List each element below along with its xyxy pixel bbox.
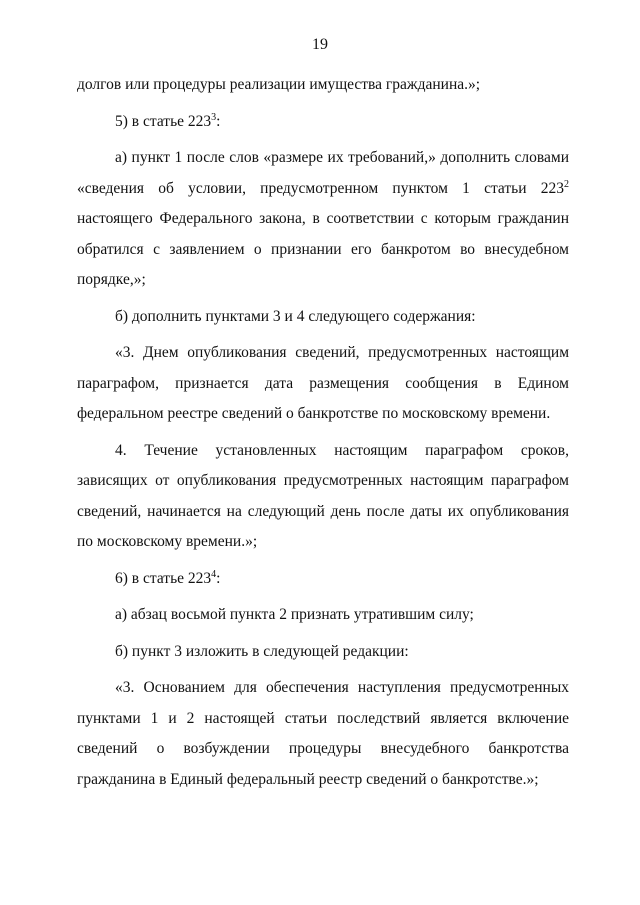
paragraph-text: : bbox=[216, 569, 221, 587]
paragraph-item-a-repeal: а) абзац восьмой пункта 2 признать утратившим силу; bbox=[115, 606, 474, 623]
paragraph-text: 5) в статье 223 bbox=[115, 112, 212, 130]
paragraph-item-b: б) дополнить пунктами 3 и 4 следующего содержания: bbox=[115, 307, 476, 325]
paragraph-item-b-redaction: б) пункт 3 изложить в следующей редакции: bbox=[115, 642, 409, 660]
page-number: 19 bbox=[312, 36, 328, 53]
paragraph-continuation: долгов или процедуры реализации имущества гражданина.»; bbox=[77, 76, 481, 93]
paragraph-text: а) пункт 1 после слов «размере их требований,» дополнить словами «сведения об условии, предусмотренном пунктом 1 статьи 223 bbox=[77, 149, 569, 197]
paragraph-article-223-4 bbox=[77, 564, 569, 595]
document-body bbox=[77, 70, 569, 795]
paragraph-point-3: «3. Днем опубликования сведений, предусмотренных настоящим параграфом, признается дата размещения сообщения в Едином федеральном реестре сведений о банкротстве по московскому времени. bbox=[77, 344, 569, 422]
paragraph-article-223-3 bbox=[77, 107, 569, 138]
paragraph-text: 6) в статье 223 bbox=[115, 569, 212, 587]
superscript: 3 bbox=[211, 111, 217, 123]
paragraph-text: : bbox=[216, 112, 221, 130]
paragraph-text: настоящего Федерального закона, в соответствии с которым гражданин обратился с заявлением о признании его банкротом во внесудебном порядке,»; bbox=[77, 210, 569, 288]
paragraph-item-a bbox=[77, 143, 569, 296]
superscript: 4 bbox=[211, 568, 217, 580]
paragraph-point-4: 4. Течение установленных настоящим параграфом сроков, зависящих от опубликования предусмотренных настоящим параграфом сведений, начинается на следующий день после даты их опубликования по московскому времени.»; bbox=[77, 441, 569, 550]
paragraph-new-point-3: «3. Основанием для обеспечения наступления предусмотренных пунктами 1 и 2 настоящей статьи последствий является включение сведений о возбуждении процедуры внесудебного банкротства гражданина в Единый федеральный реестр сведений о банкротстве.»; bbox=[77, 679, 569, 788]
superscript: 2 bbox=[564, 178, 569, 190]
